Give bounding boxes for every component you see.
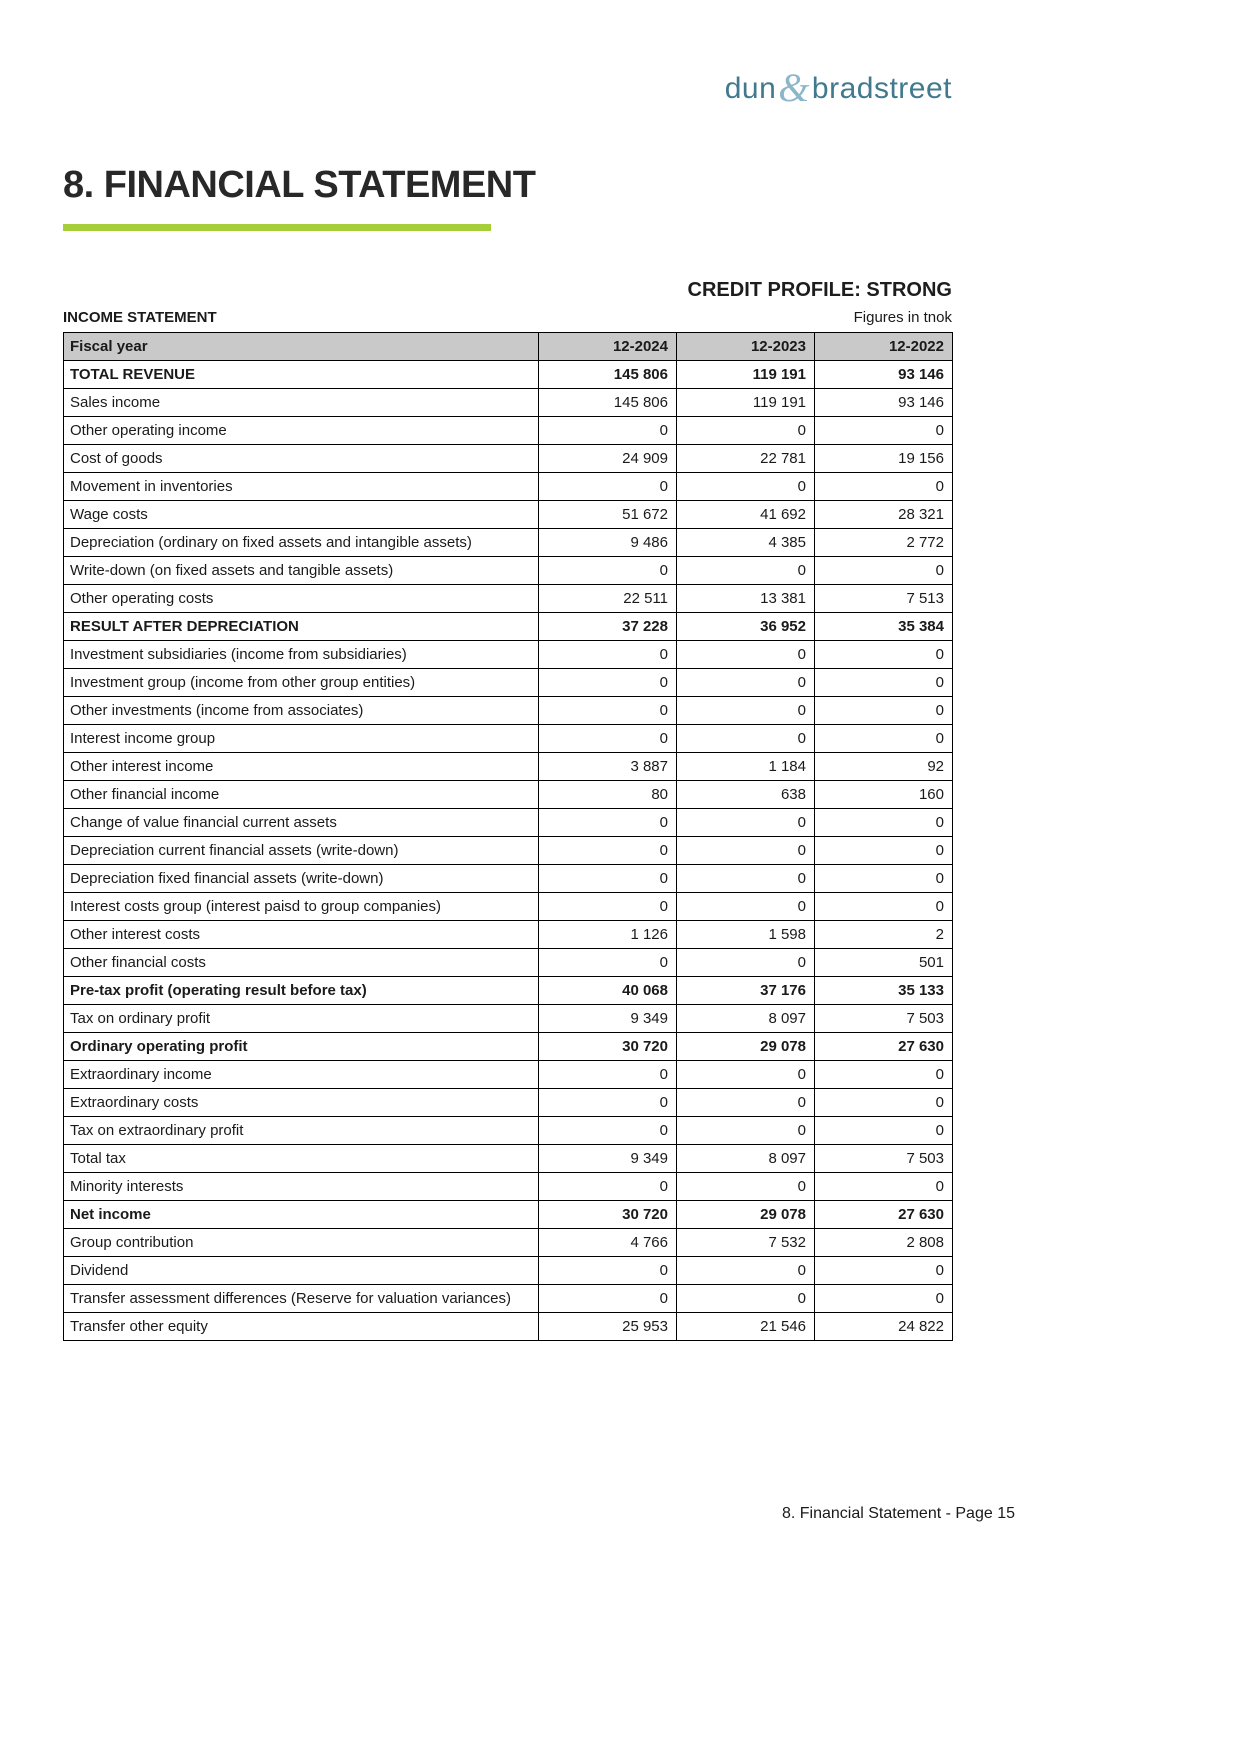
row-value: 0 <box>539 669 677 697</box>
row-value: 0 <box>815 893 953 921</box>
row-value: 0 <box>677 669 815 697</box>
row-value: 37 228 <box>539 613 677 641</box>
row-label: Depreciation current financial assets (write-down) <box>64 837 539 865</box>
row-label: Other financial costs <box>64 949 539 977</box>
income-statement-header <box>64 333 953 361</box>
row-value: 0 <box>815 473 953 501</box>
row-label: Pre-tax profit (operating result before tax) <box>64 977 539 1005</box>
row-value: 8 097 <box>677 1145 815 1173</box>
row-value: 0 <box>677 473 815 501</box>
row-value: 37 176 <box>677 977 815 1005</box>
row-value: 92 <box>815 753 953 781</box>
table-row <box>64 1117 953 1145</box>
row-value: 0 <box>815 1173 953 1201</box>
row-value: 29 078 <box>677 1201 815 1229</box>
report-page-content <box>63 0 1015 1522</box>
row-value: 0 <box>815 1117 953 1145</box>
row-label: RESULT AFTER DEPRECIATION <box>64 613 539 641</box>
row-value: 0 <box>677 1285 815 1313</box>
row-value: 0 <box>539 893 677 921</box>
table-row <box>64 865 953 893</box>
income-statement-title: INCOME STATEMENT <box>63 309 217 326</box>
row-value: 0 <box>677 1089 815 1117</box>
row-value: 2 772 <box>815 529 953 557</box>
row-value: 9 349 <box>539 1005 677 1033</box>
logo-text-dun: dun <box>724 72 777 105</box>
row-value: 13 381 <box>677 585 815 613</box>
row-value: 2 808 <box>815 1229 953 1257</box>
table-row <box>64 529 953 557</box>
row-value: 3 887 <box>539 753 677 781</box>
row-value: 0 <box>539 1089 677 1117</box>
table-row <box>64 501 953 529</box>
row-value: 0 <box>815 725 953 753</box>
accent-rule <box>63 224 491 231</box>
table-row <box>64 613 953 641</box>
row-value: 0 <box>815 417 953 445</box>
row-value: 0 <box>677 1257 815 1285</box>
row-value: 28 321 <box>815 501 953 529</box>
row-value: 27 630 <box>815 1201 953 1229</box>
page-title: 8. FINANCIAL STATEMENT <box>63 164 536 206</box>
table-row <box>64 893 953 921</box>
row-value: 0 <box>539 1061 677 1089</box>
row-value: 0 <box>815 1257 953 1285</box>
row-value: 0 <box>539 1117 677 1145</box>
row-label: Other financial income <box>64 781 539 809</box>
row-value: 0 <box>539 1257 677 1285</box>
row-value: 0 <box>539 697 677 725</box>
row-label: Depreciation (ordinary on fixed assets and intangible assets) <box>64 529 539 557</box>
row-value: 51 672 <box>539 501 677 529</box>
row-value: 0 <box>539 1173 677 1201</box>
row-value: 0 <box>539 557 677 585</box>
row-value: 4 385 <box>677 529 815 557</box>
row-value: 29 078 <box>677 1033 815 1061</box>
table-row <box>64 837 953 865</box>
row-value: 80 <box>539 781 677 809</box>
row-value: 7 503 <box>815 1005 953 1033</box>
row-value: 0 <box>677 557 815 585</box>
row-value: 0 <box>677 949 815 977</box>
row-label: Ordinary operating profit <box>64 1033 539 1061</box>
row-value: 0 <box>539 641 677 669</box>
table-row <box>64 1089 953 1117</box>
row-value: 501 <box>815 949 953 977</box>
table-row <box>64 1145 953 1173</box>
row-label: Write-down (on fixed assets and tangible assets) <box>64 557 539 585</box>
income-statement-body <box>64 361 953 1341</box>
row-label: Cost of goods <box>64 445 539 473</box>
row-value: 0 <box>815 641 953 669</box>
row-value: 0 <box>539 949 677 977</box>
row-label: Movement in inventories <box>64 473 539 501</box>
table-header-row <box>64 333 953 361</box>
income-statement-table <box>63 332 953 1341</box>
row-value: 0 <box>815 1285 953 1313</box>
row-value: 1 184 <box>677 753 815 781</box>
row-value: 0 <box>677 893 815 921</box>
row-label: Other operating costs <box>64 585 539 613</box>
row-label: Minority interests <box>64 1173 539 1201</box>
table-row <box>64 921 953 949</box>
header-logo-row <box>63 65 952 110</box>
table-meta-row <box>63 309 952 326</box>
row-label: Other interest income <box>64 753 539 781</box>
col-header-year-2023: 12-2023 <box>677 333 815 361</box>
row-label: Other interest costs <box>64 921 539 949</box>
row-value: 160 <box>815 781 953 809</box>
row-value: 22 511 <box>539 585 677 613</box>
row-label: Other investments (income from associates) <box>64 697 539 725</box>
row-value: 30 720 <box>539 1201 677 1229</box>
table-row <box>64 445 953 473</box>
row-value: 19 156 <box>815 445 953 473</box>
table-row <box>64 1313 953 1341</box>
row-label: Sales income <box>64 389 539 417</box>
row-label: Transfer other equity <box>64 1313 539 1341</box>
row-label: Depreciation fixed financial assets (write-down) <box>64 865 539 893</box>
page-footer: 8. Financial Statement - Page 15 <box>781 1505 1015 1522</box>
table-row <box>64 1173 953 1201</box>
row-value: 22 781 <box>677 445 815 473</box>
row-label: Tax on extraordinary profit <box>64 1117 539 1145</box>
row-value: 0 <box>677 1061 815 1089</box>
table-row <box>64 1033 953 1061</box>
logo-ampersand-icon: & <box>778 65 810 110</box>
row-value: 0 <box>677 809 815 837</box>
row-value: 93 146 <box>815 389 953 417</box>
row-value: 0 <box>539 837 677 865</box>
row-label: Net income <box>64 1201 539 1229</box>
row-value: 7 513 <box>815 585 953 613</box>
table-row <box>64 781 953 809</box>
table-row <box>64 697 953 725</box>
table-row <box>64 669 953 697</box>
row-value: 7 503 <box>815 1145 953 1173</box>
row-value: 145 806 <box>539 361 677 389</box>
row-value: 0 <box>539 1285 677 1313</box>
row-value: 0 <box>677 1117 815 1145</box>
row-label: Other operating income <box>64 417 539 445</box>
table-row <box>64 809 953 837</box>
col-header-year-2024: 12-2024 <box>539 333 677 361</box>
table-row <box>64 389 953 417</box>
row-value: 638 <box>677 781 815 809</box>
row-value: 24 909 <box>539 445 677 473</box>
row-label: Investment group (income from other group entities) <box>64 669 539 697</box>
table-row <box>64 1229 953 1257</box>
table-row <box>64 417 953 445</box>
table-row <box>64 1257 953 1285</box>
table-row <box>64 1201 953 1229</box>
table-row <box>64 977 953 1005</box>
row-label: Dividend <box>64 1257 539 1285</box>
row-value: 119 191 <box>677 389 815 417</box>
row-label: Group contribution <box>64 1229 539 1257</box>
table-row <box>64 585 953 613</box>
row-label: Investment subsidiaries (income from subsidiaries) <box>64 641 539 669</box>
row-value: 0 <box>815 557 953 585</box>
table-row <box>64 1005 953 1033</box>
row-value: 1 598 <box>677 921 815 949</box>
table-row <box>64 753 953 781</box>
row-value: 35 384 <box>815 613 953 641</box>
row-value: 0 <box>539 809 677 837</box>
row-value: 0 <box>815 865 953 893</box>
table-row <box>64 557 953 585</box>
credit-profile-label: CREDIT PROFILE: STRONG <box>687 279 952 301</box>
row-value: 8 097 <box>677 1005 815 1033</box>
row-value: 0 <box>539 473 677 501</box>
row-label: Wage costs <box>64 501 539 529</box>
row-value: 0 <box>815 1061 953 1089</box>
row-value: 0 <box>539 417 677 445</box>
row-label: Extraordinary income <box>64 1061 539 1089</box>
row-value: 0 <box>815 837 953 865</box>
row-value: 30 720 <box>539 1033 677 1061</box>
row-label: Interest costs group (interest paisd to group companies) <box>64 893 539 921</box>
row-label: Interest income group <box>64 725 539 753</box>
row-value: 0 <box>815 669 953 697</box>
row-value: 27 630 <box>815 1033 953 1061</box>
row-value: 0 <box>539 725 677 753</box>
row-value: 0 <box>677 1173 815 1201</box>
row-label: Extraordinary costs <box>64 1089 539 1117</box>
row-value: 36 952 <box>677 613 815 641</box>
row-value: 0 <box>815 809 953 837</box>
row-value: 40 068 <box>539 977 677 1005</box>
row-value: 7 532 <box>677 1229 815 1257</box>
row-value: 4 766 <box>539 1229 677 1257</box>
table-row <box>64 725 953 753</box>
row-value: 0 <box>539 865 677 893</box>
table-row <box>64 641 953 669</box>
table-row <box>64 473 953 501</box>
row-value: 9 486 <box>539 529 677 557</box>
row-value: 2 <box>815 921 953 949</box>
row-value: 21 546 <box>677 1313 815 1341</box>
table-row <box>64 949 953 977</box>
row-label: Total tax <box>64 1145 539 1173</box>
row-value: 0 <box>815 1089 953 1117</box>
row-value: 1 126 <box>539 921 677 949</box>
row-value: 0 <box>815 697 953 725</box>
row-value: 9 349 <box>539 1145 677 1173</box>
row-value: 0 <box>677 417 815 445</box>
row-value: 119 191 <box>677 361 815 389</box>
row-value: 25 953 <box>539 1313 677 1341</box>
row-value: 35 133 <box>815 977 953 1005</box>
dun-bradstreet-logo <box>724 65 952 110</box>
col-header-fiscal-year: Fiscal year <box>64 333 539 361</box>
row-label: Transfer assessment differences (Reserve for valuation variances) <box>64 1285 539 1313</box>
row-value: 0 <box>677 865 815 893</box>
row-value: 0 <box>677 725 815 753</box>
row-label: Tax on ordinary profit <box>64 1005 539 1033</box>
row-value: 0 <box>677 697 815 725</box>
col-header-year-2022: 12-2022 <box>815 333 953 361</box>
row-label: Change of value financial current assets <box>64 809 539 837</box>
row-value: 41 692 <box>677 501 815 529</box>
row-value: 24 822 <box>815 1313 953 1341</box>
table-row <box>64 1285 953 1313</box>
row-value: 93 146 <box>815 361 953 389</box>
figures-unit-note: Figures in tnok <box>853 309 952 326</box>
row-value: 145 806 <box>539 389 677 417</box>
row-value: 0 <box>677 641 815 669</box>
row-label: TOTAL REVENUE <box>64 361 539 389</box>
logo-text-bradstreet: bradstreet <box>811 72 952 105</box>
row-value: 0 <box>677 837 815 865</box>
table-row <box>64 361 953 389</box>
table-row <box>64 1061 953 1089</box>
